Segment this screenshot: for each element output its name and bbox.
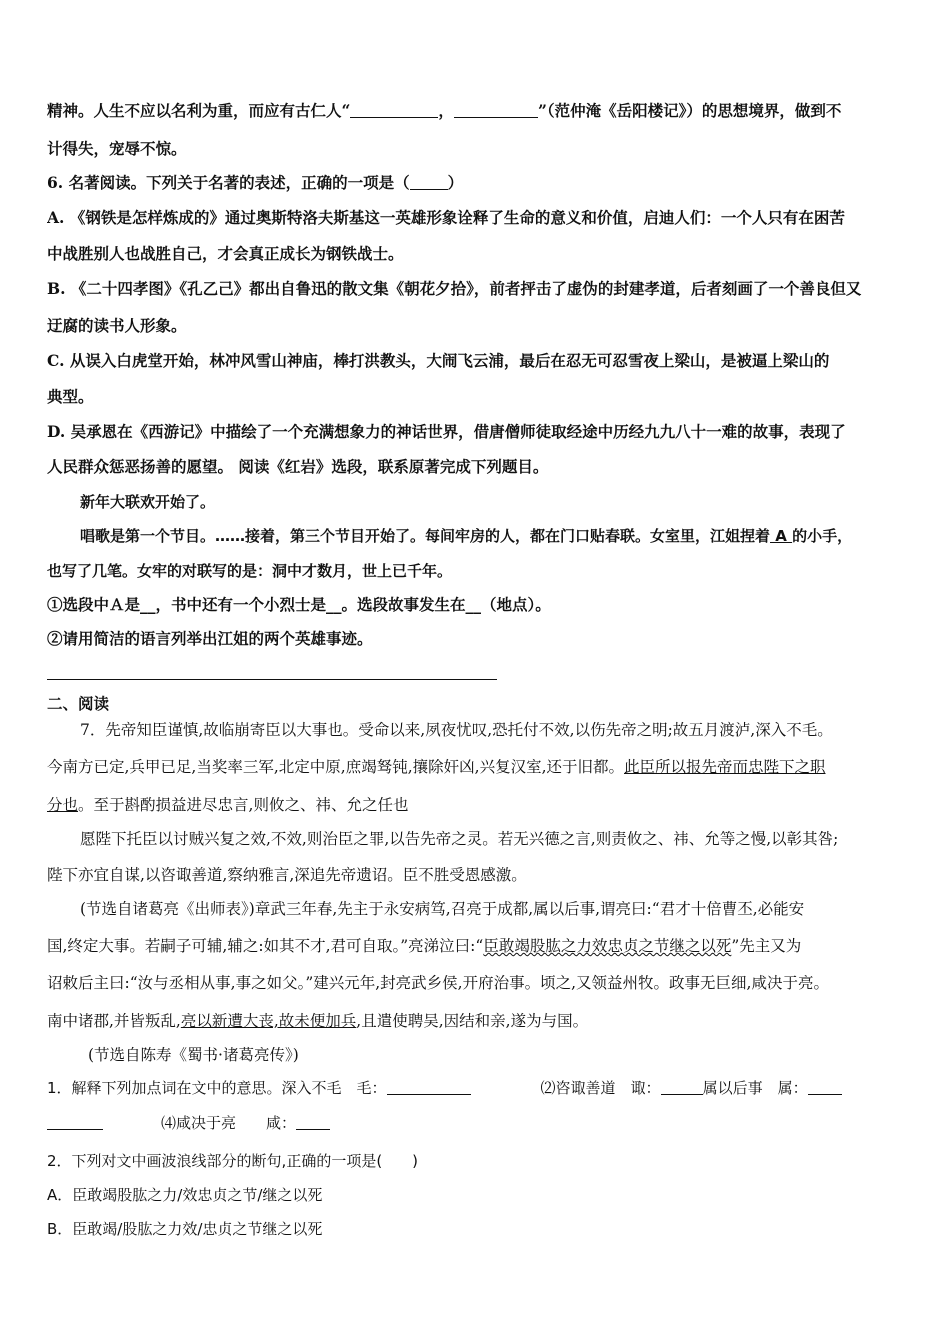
underlined-sentence: 亮以新遭大丧,故未便加兵 <box>180 1012 357 1030</box>
passage-line-2: 今南方已定,兵甲已足,当奖率三军,北定中原,庶竭驽钝,攘除奸凶,兴复汉室,还于旧都。此臣所以报先帝而忠陛下之职 <box>47 758 826 776</box>
q6-option-a-line-1: A. 《钢铁是怎样炼成的》通过奥斯特洛夫斯基这一英雄形象诠释了生命的意义和价值，启迪人们：一个人只有在困苦 <box>47 208 845 227</box>
question-2-option-b[interactable]: B．臣敢竭/股肱之力效/忠贞之节继之以死 <box>47 1220 323 1238</box>
passage-line-6: (节选自诸葛亮《出师表》)章武三年春,先主于永安病笃,召亮于成都,属以后事,谓亮曰:“君才十倍曹丕,必能安 <box>80 900 805 918</box>
answer-blank[interactable] <box>808 1078 842 1095</box>
q6-option-c-line-2: 典型。 <box>47 387 94 406</box>
q6-option-a-line-2: 中战胜别人也战胜自己，才会真正成长为钢铁战士。 <box>47 244 404 263</box>
blank-a-mark: A <box>770 527 793 545</box>
question-2-option-a[interactable]: A．臣敢竭股肱之力/效忠贞之节/继之以死 <box>47 1186 323 1204</box>
answer-blank[interactable] <box>661 1078 703 1095</box>
intro-line-2: 计得失，宠辱不惊。 <box>47 139 187 158</box>
underlined-sentence: 此臣所以报先帝而忠陛下之职 <box>624 758 826 776</box>
question-1-line-2: ⑷咸决于亮 咸： <box>47 1112 906 1134</box>
intro-line-1: 精神。人生不应以名利为重，而应有古仁人“ ， ”（范仲淹《岳阳楼记》）的思想境界，做到不 <box>47 101 842 120</box>
passage-line-1: 7．先帝知臣谨慎,故临崩寄臣以大事也。受命以来,夙夜忧叹,恐托付不效,以伤先帝之明;故五月渡泸,深入不毛。 <box>80 721 833 739</box>
q6-option-b-line-2: 迂腐的读书人形象。 <box>47 316 187 335</box>
answer-blank[interactable] <box>387 1078 471 1095</box>
question-1-line-1: 1．解释下列加点词在文中的意思。深入不毛 毛： ⑵咨诹善道 诹： 属以后事 属： <box>47 1077 906 1099</box>
hongyan-para-2: 唱歌是第一个节目。……接着，第三个节目开始了。每间牢房的人，都在门口贴春联。女室里，江姐捏着 A 的小手， <box>80 527 853 545</box>
hongyan-question-2: ②请用简洁的语言列举出江姐的两个英雄事迹。 <box>47 629 373 648</box>
passage-line-3: 分也。至于斟酌损益进尽忠言,则攸之、祎、允之任也 <box>47 796 409 814</box>
passage-line-8: 诏敕后主曰:“汝与丞相从事,事之如父。”建兴元年,封亮武乡侯,开府治事。顷之,又领益州牧。政事无巨细,咸决于亮。 <box>47 974 829 992</box>
q6-option-d-line-2: 人民群众惩恶扬善的愿望。 阅读《红岩》选段，联系原著完成下列题目。 <box>47 457 549 476</box>
answer-blank[interactable] <box>47 1113 103 1130</box>
question-2-stem: 2．下列对文中画波浪线部分的断句,正确的一项是( ) <box>47 1152 419 1170</box>
underlined-sentence-end: 分也 <box>47 796 79 814</box>
q6-stem: 6. 名著阅读。下列关于名著的表述，正确的一项是（ ） <box>47 173 464 192</box>
passage-line-7: 国,终定大事。若嗣子可辅,辅之:如其不才,君可自取。”亮涕泣曰:“臣敢竭股肱之力效忠贞之节继之以死”先主又为 <box>47 937 802 955</box>
q6-option-b-line-1: B. 《二十四孝图》《孔乙己》都出自鲁迅的散文集《朝花夕拾》，前者抨击了虚伪的封建孝道，后者刻画了一个善良但又 <box>47 279 862 298</box>
answer-line[interactable] <box>47 679 497 680</box>
passage-line-4: 愿陛下托臣以讨贼兴复之效,不效,则治臣之罪,以告先帝之灵。若无兴德之言,则责攸之、祎、允等之慢,以彰其咎; <box>80 830 839 848</box>
section-heading: 二、阅读 <box>47 694 110 713</box>
hongyan-para-1: 新年大联欢开始了。 <box>80 493 216 511</box>
answer-blank[interactable] <box>296 1113 330 1130</box>
fill-blank[interactable] <box>350 101 438 118</box>
hongyan-para-3: 也写了几笔。女牢的对联写的是：洞中才数月，世上已千年。 <box>47 562 453 580</box>
q6-option-d-line-1: D. 吴承恩在《西游记》中描绘了一个充满想象力的神话世界，借唐僧师徒取经途中历经九九八十一难的故事，表现了 <box>47 422 846 441</box>
answer-blank[interactable] <box>410 173 448 190</box>
hongyan-question-1: ①选段中Ａ是__，书中还有一个小烈士是__。选段故事发生在__（地点）。 <box>47 595 551 614</box>
q6-option-c-line-1: C. 从误入白虎堂开始，林冲风雪山神庙，棒打洪教头，大闹飞云浦，最后在忍无可忍雪夜上梁山，是被逼上梁山的 <box>47 351 830 370</box>
passage-line-5: 陛下亦宜自谋,以咨诹善道,察纳雅言,深追先帝遗诏。臣不胜受恩感激。 <box>47 866 527 884</box>
fill-blank[interactable] <box>454 101 538 118</box>
wavy-underlined-sentence: 臣敢竭股肱之力效忠贞之节继之以死 <box>483 937 732 955</box>
source-note: (节选自陈寿《蜀书·诸葛亮传》) <box>88 1046 299 1064</box>
passage-line-9: 南中诸郡,并皆叛乱,亮以新遭大丧,故未便加兵,且遣使聘吴,因结和亲,遂为与国。 <box>47 1012 589 1030</box>
